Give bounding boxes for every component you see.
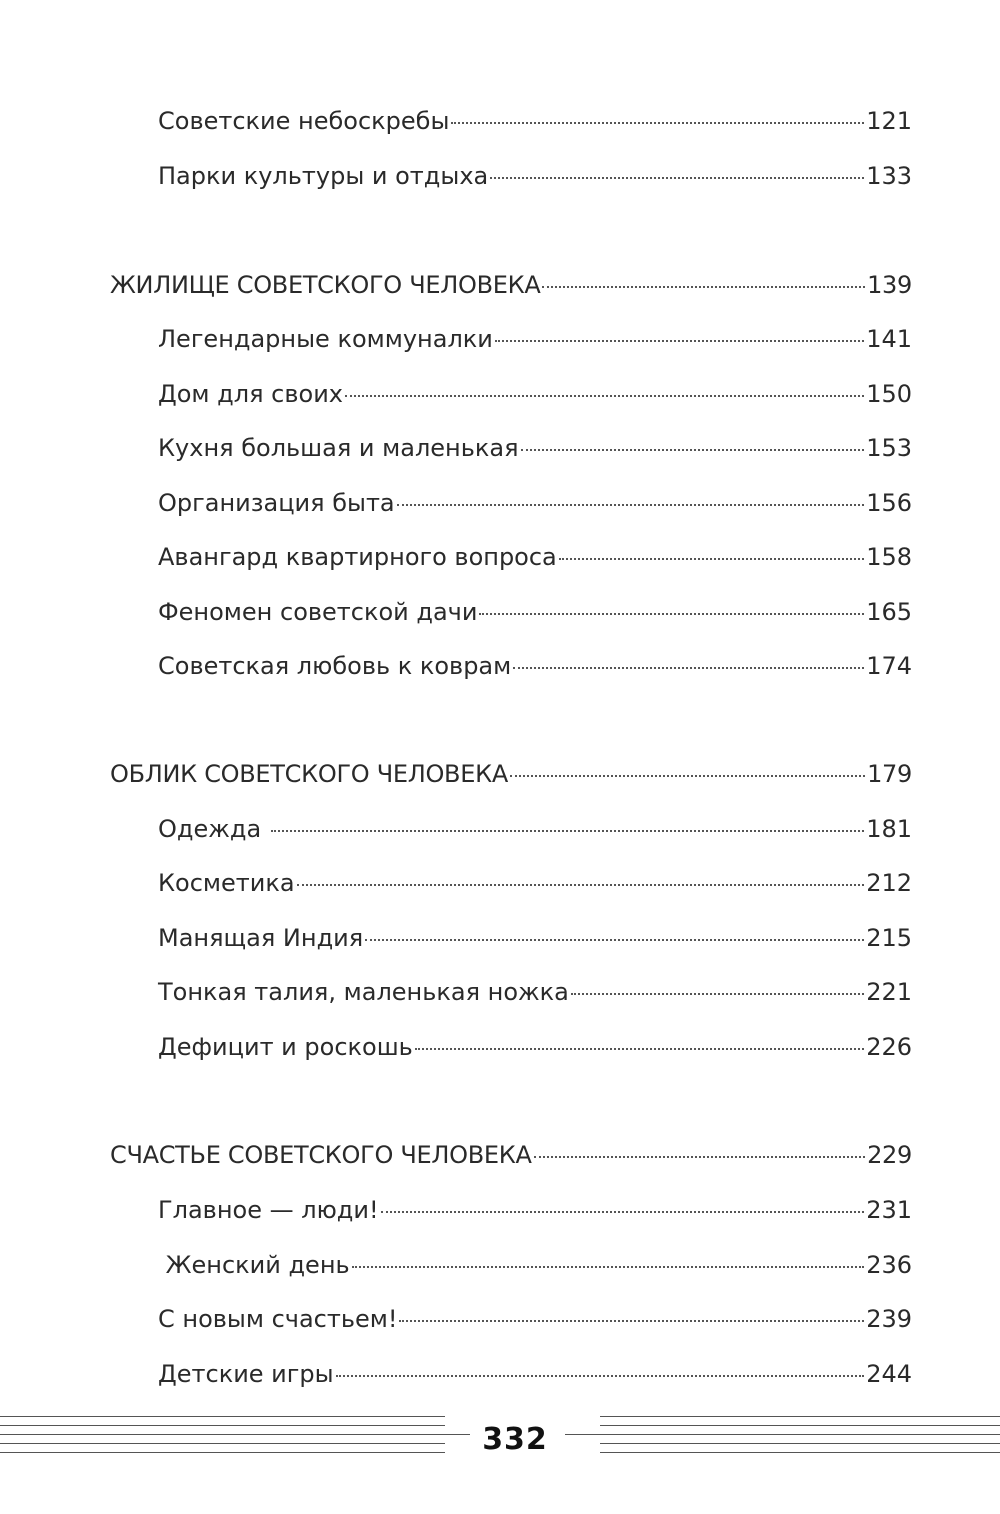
toc-leader-dots xyxy=(495,340,864,342)
toc-entry xyxy=(158,814,912,844)
toc-entry xyxy=(158,542,912,572)
toc-entry-title: Организация быта xyxy=(158,489,395,517)
toc-entry-title: Косметика xyxy=(158,869,295,897)
footer-rule xyxy=(0,1416,445,1417)
toc-entry-title: Одежда xyxy=(158,815,269,843)
toc-entry-title: Главное — люди! xyxy=(158,1196,379,1224)
toc-leader-dots xyxy=(271,830,864,832)
toc-entry xyxy=(158,324,912,354)
toc-entry-page: 133 xyxy=(866,162,912,190)
toc-entry-page: 239 xyxy=(866,1305,912,1333)
toc-leader-dots xyxy=(513,667,864,669)
toc-entry xyxy=(158,1195,912,1225)
toc-entry-title: Манящая Индия xyxy=(158,924,364,952)
toc-entry-page: 150 xyxy=(866,380,912,408)
toc-section-title: ОБЛИК СОВЕТСКОГО ЧЕЛОВЕКА xyxy=(110,760,508,788)
toc-entry-title: Дефицит и роскошь xyxy=(158,1033,413,1061)
toc-entry-title: Феномен советской дачи xyxy=(158,598,478,626)
toc-leader-dots xyxy=(336,1375,865,1377)
footer-rule xyxy=(600,1425,1000,1426)
toc-entry-page: 226 xyxy=(866,1033,912,1061)
toc-section-heading xyxy=(110,759,912,789)
page-footer xyxy=(0,1412,1000,1466)
footer-rule xyxy=(600,1416,1000,1417)
toc-leader-dots xyxy=(399,1320,864,1322)
toc-leader-dots xyxy=(490,177,864,179)
toc-entry-title: Тонкая талия, маленькая ножка xyxy=(158,978,569,1006)
toc-entry-page: 156 xyxy=(866,489,912,517)
toc-section-page: 139 xyxy=(867,271,912,299)
toc-entry xyxy=(158,923,912,953)
toc-leader-dots xyxy=(510,775,865,777)
toc-leader-dots xyxy=(381,1211,865,1213)
toc-leader-dots xyxy=(479,613,864,615)
toc-leader-dots xyxy=(451,122,864,124)
toc-entry-page: 221 xyxy=(866,978,912,1006)
toc-leader-dots xyxy=(571,993,864,995)
toc-entry xyxy=(158,161,912,191)
toc-entry-title: Авангард квартирного вопроса xyxy=(158,543,557,571)
toc-section-heading xyxy=(110,1140,912,1170)
footer-rule xyxy=(565,1434,1000,1435)
toc-entry xyxy=(158,379,912,409)
footer-rule xyxy=(0,1425,445,1426)
toc-leader-dots xyxy=(415,1048,864,1050)
toc-leader-dots xyxy=(397,504,865,506)
toc-entry-page: 121 xyxy=(866,107,912,135)
toc-section-page: 229 xyxy=(867,1141,912,1169)
toc-entry-title: Детские игры xyxy=(158,1360,334,1388)
toc-leader-dots xyxy=(534,1156,865,1158)
toc-section-title: СЧАСТЬЕ СОВЕТСКОГО ЧЕЛОВЕКА xyxy=(110,1141,532,1169)
toc-section-title: ЖИЛИЩЕ СОВЕТСКОГО ЧЕЛОВЕКА xyxy=(110,271,541,299)
toc-entry-title: Дом для своих xyxy=(158,380,343,408)
toc-entry-page: 231 xyxy=(866,1196,912,1224)
toc-entry-title: Советская любовь к коврам xyxy=(158,652,512,680)
toc-entry-page: 244 xyxy=(866,1360,912,1388)
toc-entry-page: 181 xyxy=(866,815,912,843)
toc-entry-page: 215 xyxy=(866,924,912,952)
toc-leader-dots xyxy=(521,449,865,451)
toc-leader-dots xyxy=(542,286,865,288)
toc-entry xyxy=(158,868,912,898)
toc-entry-page: 141 xyxy=(866,325,912,353)
toc-entry xyxy=(158,651,912,681)
toc-entry-page: 236 xyxy=(866,1251,912,1279)
toc-entry xyxy=(158,433,912,463)
footer-rule xyxy=(600,1452,1000,1453)
toc-entry-title: Женский день xyxy=(158,1251,350,1279)
toc-entry-page: 212 xyxy=(866,869,912,897)
toc-section-heading xyxy=(110,270,912,300)
toc-leader-dots xyxy=(559,558,864,560)
toc-entry-title: Парки культуры и отдыха xyxy=(158,162,489,190)
toc-leader-dots xyxy=(345,395,864,397)
toc-leader-dots xyxy=(297,884,865,886)
toc-section-page: 179 xyxy=(867,760,912,788)
toc-entry-page: 174 xyxy=(866,652,912,680)
toc-entry xyxy=(158,1032,912,1062)
toc-entry-title: Кухня большая и маленькая xyxy=(158,434,519,462)
toc-entry xyxy=(158,106,912,136)
toc-entry-page: 153 xyxy=(866,434,912,462)
page-number: 332 xyxy=(482,1422,548,1457)
footer-rule xyxy=(0,1452,445,1453)
footer-rule xyxy=(0,1434,470,1435)
toc-entry-title: Легендарные коммуналки xyxy=(158,325,493,353)
toc-entry-page: 158 xyxy=(866,543,912,571)
toc-leader-dots xyxy=(365,939,864,941)
footer-rule xyxy=(600,1443,1000,1444)
toc-entry xyxy=(158,977,912,1007)
toc-entry xyxy=(158,1250,912,1280)
toc-leader-dots xyxy=(352,1266,865,1268)
toc-entry xyxy=(158,1304,912,1334)
toc-entry xyxy=(158,488,912,518)
toc-entry xyxy=(158,597,912,627)
toc-entry-title: Советские небоскребы xyxy=(158,107,450,135)
toc-entry xyxy=(158,1359,912,1389)
toc-entry-title: С новым счастьем! xyxy=(158,1305,398,1333)
toc-entry-page: 165 xyxy=(866,598,912,626)
footer-rule xyxy=(0,1443,445,1444)
